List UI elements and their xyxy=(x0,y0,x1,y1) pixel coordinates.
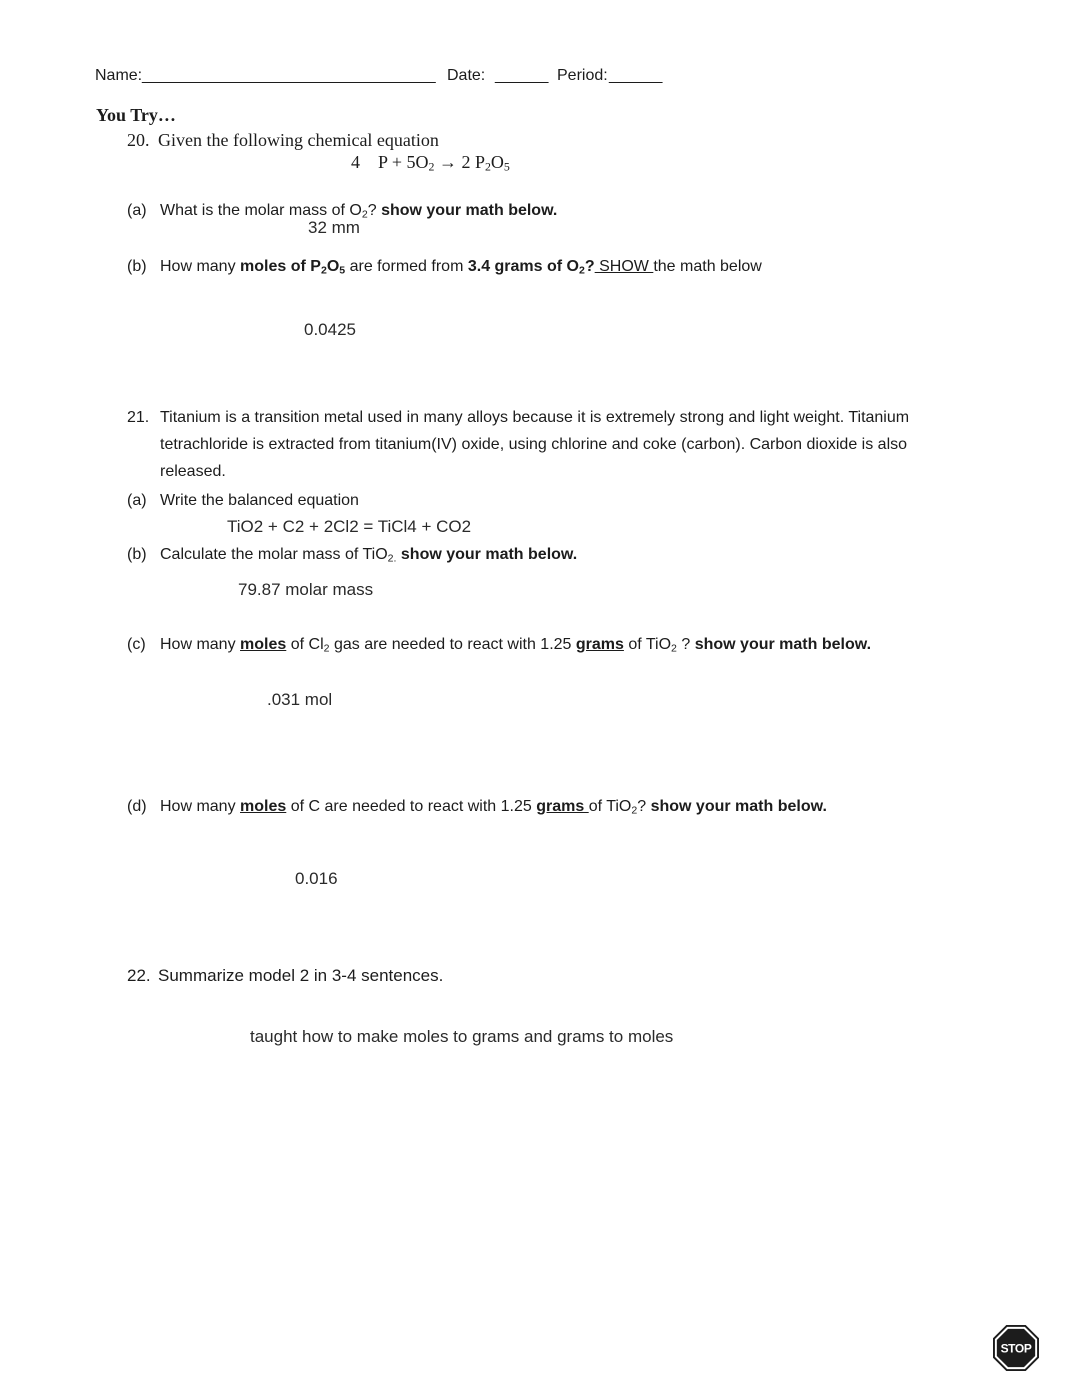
date-label: Date: xyxy=(447,67,486,84)
q21-text-line2: tetrachloride is extracted from titanium(IV) oxide, using chlorine and coke (carbon). Carbon dioxide is also xyxy=(160,436,908,453)
q21-text-line1: Titanium is a transition metal used in many alloys because it is extremely strong and light weight. Titanium xyxy=(160,409,910,426)
q21b-question: Calculate the molar mass of TiO$_{2.}$ show your math below. xyxy=(160,546,578,565)
q21a-answer: TiO2 + C2 + 2Cl2 = TiCl4 + CO2 xyxy=(227,517,472,536)
q21c-label: (c) xyxy=(127,636,146,653)
q21a-question: Write the balanced equation xyxy=(160,492,359,509)
date-blank-line: ______ xyxy=(495,67,549,84)
q21d-question: How many moles of C are needed to react with 1.25 grams of TiO$_2$? show your math below. xyxy=(160,798,827,817)
q22-number: 22. xyxy=(127,966,151,985)
q20-chemical-equation: 4 $P + 5O_2 \to 2$ $P_2O_5$ xyxy=(351,152,510,174)
stop-sign-icon xyxy=(975,1307,1039,1394)
q21b-answer: 79.87 molar mass xyxy=(238,580,374,599)
q21d-answer: 0.016 xyxy=(295,869,338,888)
q20-number: 20. xyxy=(127,130,150,150)
q20b-question: How many moles of $P_2O_5$ are formed from 3.4 grams of $O_2$? SHOW the math below xyxy=(160,258,762,277)
q21b-label: (b) xyxy=(127,546,147,563)
q22-answer: taught how to make moles to grams and grams to moles xyxy=(250,1027,674,1046)
q21d-label: (d) xyxy=(127,798,147,815)
q20b-label: (b) xyxy=(127,258,147,275)
q21c-question: How many moles of $Cl_2$ gas are needed to react with 1.25 grams of TiO$_2$ ? show your math below. xyxy=(160,636,872,655)
q20-prompt: Given the following chemical equation xyxy=(158,130,439,150)
q21-number: 21. xyxy=(127,409,150,426)
period-blank-line: ______ xyxy=(609,67,663,84)
q21c-answer: .031 mol xyxy=(267,690,333,709)
name-blank-line: _________________________________ xyxy=(142,67,436,84)
q20a-answer: 32 mm xyxy=(308,218,360,237)
q20b-answer: 0.0425 xyxy=(304,320,356,339)
q22-text: Summarize model 2 in 3-4 sentences. xyxy=(158,966,444,985)
period-label: Period: xyxy=(557,67,608,84)
name-label: Name: xyxy=(95,67,143,84)
stop-sign-label: STOP xyxy=(1000,1341,1032,1356)
q20a-label: (a) xyxy=(127,202,147,219)
q21-text-line3: released. xyxy=(160,463,226,480)
q20a-question: What is the molar mass of $O_2$? show your math below. xyxy=(160,202,558,221)
q21a-label: (a) xyxy=(127,492,147,509)
section-title: You Try… xyxy=(96,105,176,125)
